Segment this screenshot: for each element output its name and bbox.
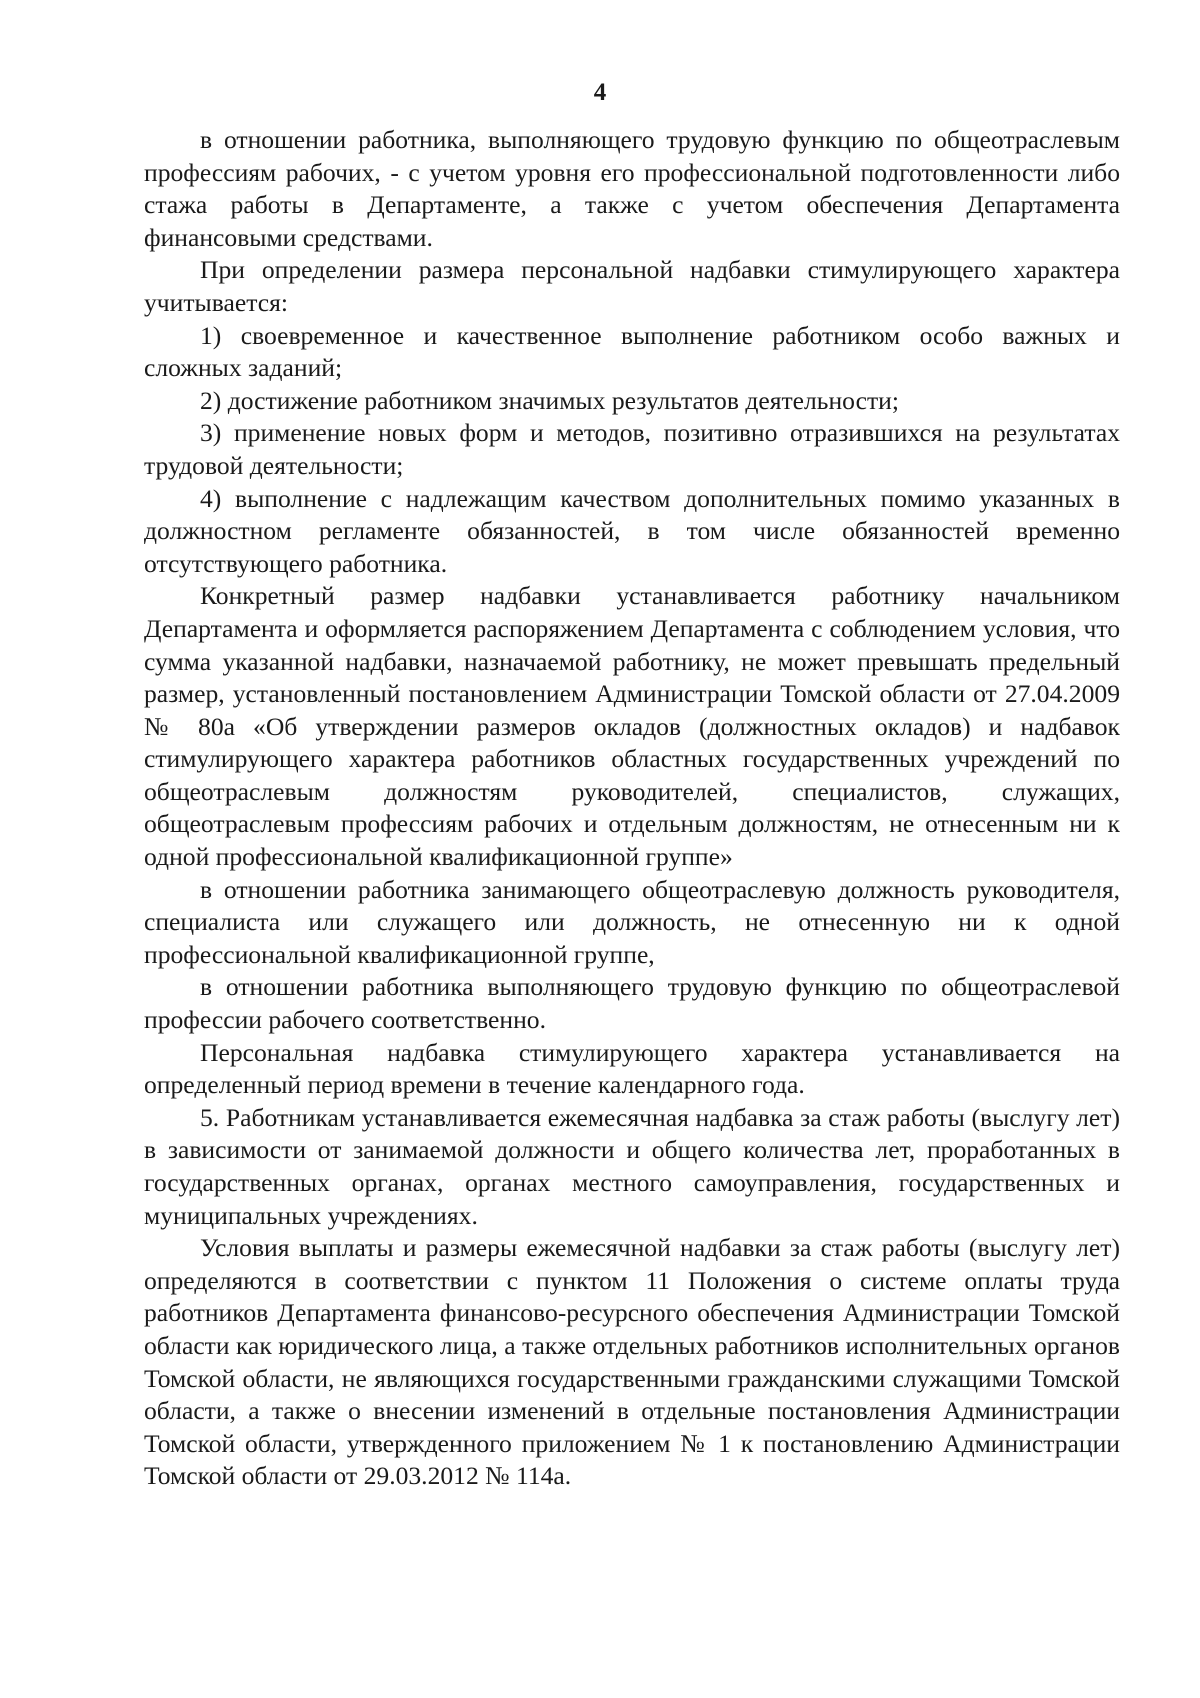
paragraph-bonus-period: Персональная надбавка стимулирующего характера устанавливается на определенный период времени в течение календарного года.: [144, 1037, 1120, 1100]
list-item-criterion-3: 3) применение новых форм и методов, позитивно отразившихся на результатах трудовой деятельности;: [144, 418, 1120, 480]
paragraph-bonus-criteria-intro: При определении размера персональной надбавки стимулирующего характера учитывается:: [144, 255, 1120, 317]
paragraph-worker-profession: в отношении работника выполняющего трудовую функцию по общеотраслевой профессии рабочего соответственно.: [144, 972, 1120, 1035]
paragraph-seniority-bonus: 5. Работникам устанавливается ежемесячная надбавка за стаж работы (выслугу лет) в зависимости от занимаемой должности и общего количества лет, проработанных в государственных органах, органах местного самоуправления, государственных и муниципальных учреждениях.: [144, 1102, 1120, 1230]
document-body: [144, 124, 1120, 1493]
paragraph-bonus-amount: Конкретный размер надбавки устанавливается работнику начальником Департамента и оформляется распоряжением Департамента с соблюдением условия, что сумма указанной надбавки, назначаемой работнику, не может превышать предельный размер, установленный постановлением Администрации Томской области от 27.04.2009 № 80а «Об утверждении размеров окладов (должностных окладов) и надбавок стимулирующего характера работников областных государственных учреждений по общеотраслевым должностям руководителей, специалистов, служащих, общеотраслевым профессиям рабочих и отдельным должностям, не отнесенным ни к одной профессиональной квалификационной группе»: [144, 581, 1120, 872]
page-number: 4: [593, 79, 607, 106]
paragraph-seniority-conditions: Условия выплаты и размеры ежемесячной надбавки за стаж работы (выслугу лет) определяются в соответствии с пунктом 11 Положения о системе оплаты труда работников Департамента финансово-ресурсного обеспечения Администрации Томской области как юридического лица, а также отдельных работников исполнительных органов Томской области, не являющихся государственными гражданскими служащими Томской области, а также о внесении изменений в отдельные постановления Администрации Томской области, утвержденного приложением № 1 к постановлению Администрации Томской области от 29.03.2012 № 114а.: [144, 1233, 1120, 1491]
paragraph-general-position: в отношении работника занимающего общеотраслевую должность руководителя, специалиста или служащего или должность, не отнесенную ни к одной профессиональной квалификационной группе,: [144, 874, 1120, 969]
paragraph-worker-professions: в отношении работника, выполняющего трудовую функцию по общеотраслевым профессиям рабочих, - с учетом уровня его профессиональной подготовленности либо стажа работы в Департаменте, а также с учетом обеспечения Департамента финансовыми средствами.: [144, 125, 1120, 252]
list-item-criterion-1: 1) своевременное и качественное выполнение работником особо важных и сложных заданий;: [144, 320, 1120, 383]
list-item-criterion-4: 4) выполнение с надлежащим качеством дополнительных помимо указанных в должностном регламенте обязанностей, в том числе обязанностей временно отсутствующего работника.: [144, 483, 1120, 578]
list-item-criterion-2: 2) достижение работником значимых результатов деятельности;: [200, 385, 899, 415]
